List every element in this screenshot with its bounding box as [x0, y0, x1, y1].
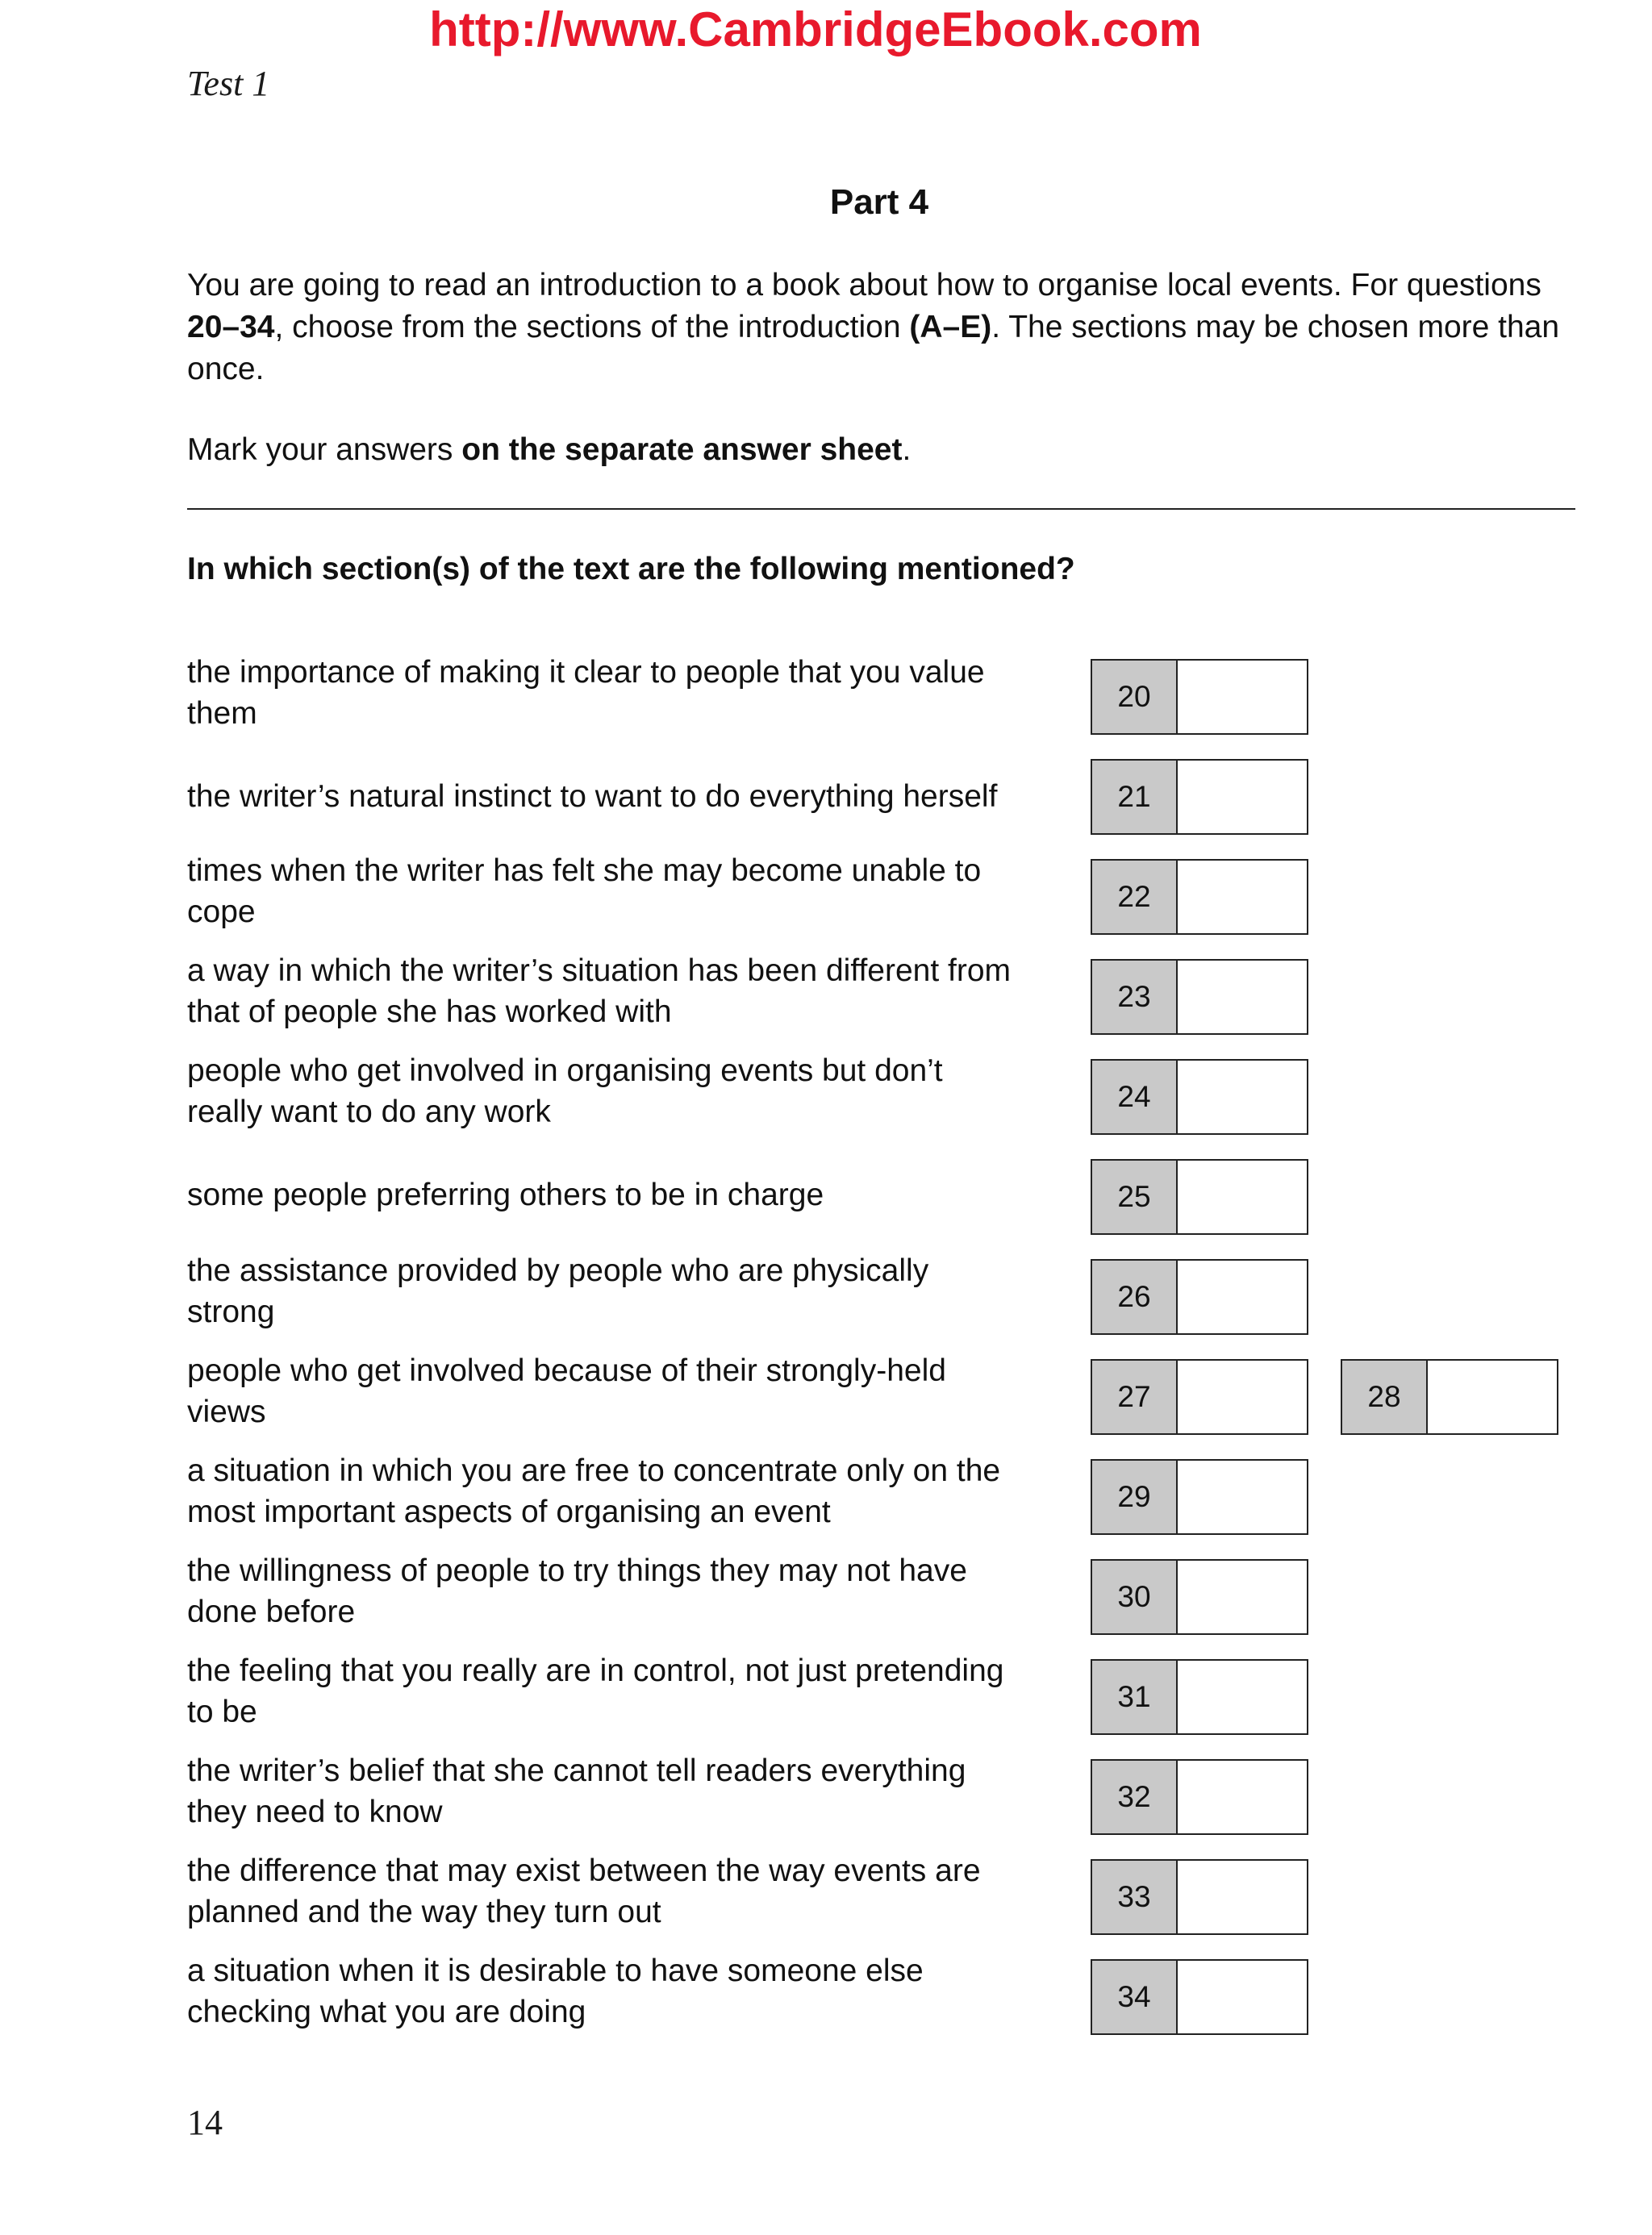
instructions-text-1: You are going to read an introduction to a book about how to organise local events. For questions	[187, 268, 1541, 302]
question-number: 24	[1092, 1061, 1178, 1133]
mark-answers-bold: on the separate answer sheet	[461, 432, 903, 467]
instructions	[187, 265, 1575, 390]
part-title: Part 4	[829, 182, 929, 222]
item-text: a situation in which you are free to concentrate only on the most important aspects of organising an event	[187, 1453, 1001, 1529]
item-text: people who get involved because of their strongly-held views	[187, 1353, 946, 1429]
answer-box[interactable]	[1091, 1359, 1308, 1435]
divider	[187, 508, 1575, 510]
answer-box[interactable]	[1091, 1159, 1308, 1235]
item-text: the writer’s belief that she cannot tell readers everything they need to know	[187, 1753, 966, 1829]
answer-field[interactable]	[1178, 1661, 1307, 1733]
question-number: 21	[1092, 761, 1178, 833]
item-text: people who get involved in organising events but don’t really want to do any work	[187, 1053, 943, 1129]
answer-field[interactable]	[1178, 1161, 1307, 1233]
question-number: 33	[1092, 1861, 1178, 1933]
question-number: 22	[1092, 861, 1178, 933]
mark-answers-prefix: Mark your answers	[187, 432, 462, 467]
item-text: the willingness of people to try things they may not have done before	[187, 1553, 967, 1629]
item-text: some people preferring others to be in charge	[187, 1178, 824, 1212]
answer-field[interactable]	[1178, 1561, 1307, 1633]
mark-answers-line	[187, 432, 911, 468]
answer-field[interactable]	[1178, 1761, 1307, 1833]
question-number: 25	[1092, 1161, 1178, 1233]
answer-field[interactable]	[1178, 1061, 1307, 1133]
question-number: 26	[1092, 1261, 1178, 1333]
item-text: the assistance provided by people who are physically strong	[187, 1253, 929, 1329]
item-text: a situation when it is desirable to have someone else checking what you are doing	[187, 1954, 924, 2029]
question-number: 30	[1092, 1561, 1178, 1633]
answer-field[interactable]	[1178, 1861, 1307, 1933]
answer-box[interactable]	[1091, 1559, 1308, 1635]
answer-field[interactable]	[1178, 1261, 1307, 1333]
answer-box[interactable]	[1091, 1259, 1308, 1335]
question-number: 32	[1092, 1761, 1178, 1833]
question-number: 23	[1092, 961, 1178, 1033]
item-text: times when the writer has felt she may become unable to cope	[187, 853, 982, 929]
item-text: the difference that may exist between the way events are planned and the way they turn out	[187, 1853, 981, 1929]
instructions-section-range: (A–E)	[909, 310, 992, 344]
question-number: 29	[1092, 1461, 1178, 1533]
question-number: 34	[1092, 1961, 1178, 2033]
answer-field[interactable]	[1178, 961, 1307, 1033]
page-number: 14	[187, 2103, 223, 2142]
mark-answers-suffix: .	[902, 432, 912, 467]
answer-box[interactable]	[1091, 659, 1308, 735]
answer-field[interactable]	[1178, 861, 1307, 933]
question-number: 20	[1092, 661, 1178, 733]
answer-box[interactable]	[1091, 1859, 1308, 1935]
question-number: 27	[1092, 1361, 1178, 1433]
question-number: 28	[1342, 1361, 1428, 1433]
instructions-question-range: 20–34	[187, 310, 275, 344]
answer-box[interactable]	[1091, 1959, 1308, 2035]
instructions-text-2: , choose from the sections of the introduction	[274, 310, 910, 344]
answer-box[interactable]	[1091, 1759, 1308, 1835]
question-number: 31	[1092, 1661, 1178, 1733]
question-heading: In which section(s) of the text are the following mentioned?	[187, 552, 1075, 586]
item-text: a way in which the writer’s situation has been different from that of people she has worked with	[187, 953, 1012, 1029]
answer-box[interactable]	[1091, 959, 1308, 1035]
answer-box[interactable]	[1091, 859, 1308, 935]
answer-box[interactable]	[1091, 1659, 1308, 1735]
answer-box[interactable]	[1091, 1059, 1308, 1135]
answer-box[interactable]	[1091, 759, 1308, 835]
item-text: the feeling that you really are in control, not just pretending to be	[187, 1653, 1004, 1729]
answer-field[interactable]	[1178, 1461, 1307, 1533]
watermark-url: http://www.CambridgeEbook.com	[429, 2, 1202, 56]
answer-field[interactable]	[1178, 761, 1307, 833]
answer-box[interactable]	[1341, 1359, 1558, 1435]
running-head: Test 1	[187, 64, 270, 103]
answer-field[interactable]	[1178, 661, 1307, 733]
item-text: the importance of making it clear to people that you value them	[187, 655, 985, 731]
answer-field[interactable]	[1428, 1361, 1557, 1433]
item-text: the writer’s natural instinct to want to do everything herself	[187, 779, 998, 814]
answer-field[interactable]	[1178, 1361, 1307, 1433]
answer-box[interactable]	[1091, 1459, 1308, 1535]
instructions-text-3: . The sections may be chosen more than once.	[187, 310, 1560, 386]
answer-field[interactable]	[1178, 1961, 1307, 2033]
